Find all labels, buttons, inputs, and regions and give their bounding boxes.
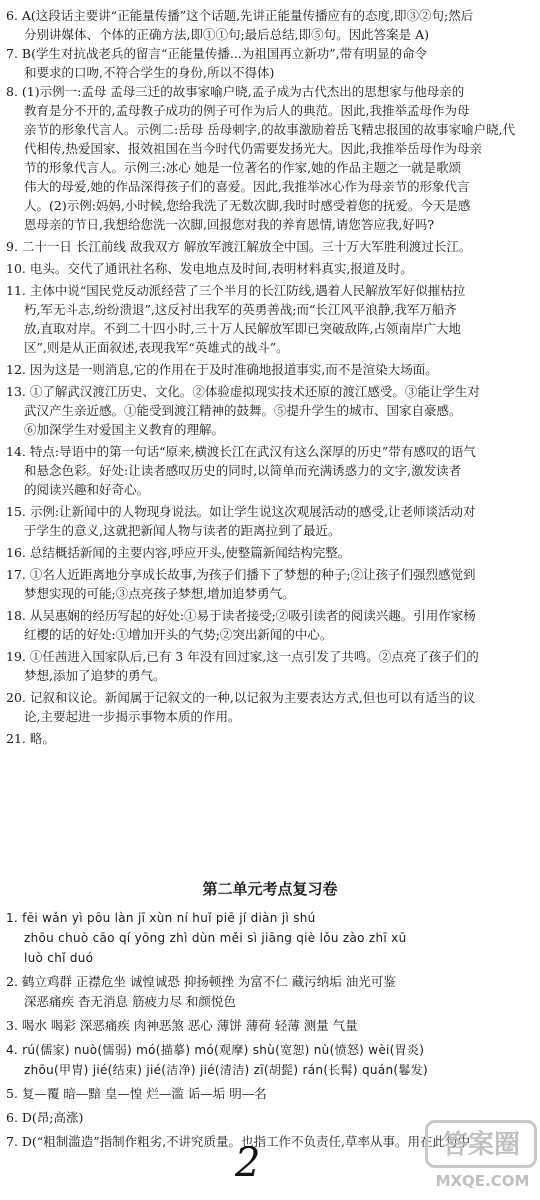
answer-line: 2. 鹤立鸡群 正襟危坐 诚惶诚恐 抑扬顿挫 为富不仁 藏污纳垢 油光可鉴 xyxy=(6,974,396,989)
answer-line: 19. ①任茜进入国家队后,已有 3 年没有回过家,这一点引发了共鸣。②点亮了孩子们的 xyxy=(6,649,479,664)
answer-line: 17. ①名人近距离地分享成长故事,为孩子们播下了梦想的种子;②让孩子们强烈感觉到 xyxy=(6,567,476,582)
answer-line: 10. 电头。交代了通讯社名称、发电地点及时间,表明材料真实,报道及时。 xyxy=(6,261,413,276)
answer-line: zhōu(甲胄) jié(结束) jié(洁净) jié(清洁) zī(胡髭) rán(长髯) quán(鬈发) xyxy=(24,1063,428,1077)
answer-line: 区”,则是从正面叙述,表现我军“英雄式的战斗”。 xyxy=(24,340,289,355)
answer-line: 武汉产生亲近感。①能受到渡江精神的鼓舞。⑤提升学生的城市、国家自豪感。 xyxy=(24,403,462,418)
answer-line: zhōu chuò cāo qí yōng zhì dùn měi sì jiāng qiè lǒu zào zhī xū xyxy=(24,931,407,945)
answer-line: 伟大的母爱,她的作品深得孩子们的喜爱。因此,我推举冰心作为母亲节的形象代言 xyxy=(24,179,470,194)
watermark-url: MXQE.COM xyxy=(435,1172,530,1190)
answer-line: 6. D(昂;高涨) xyxy=(6,1110,84,1125)
answer-line: 梦想,添加了追梦的勇气。 xyxy=(24,668,166,683)
answer-line: 4. rú(儒家) nuò(懦弱) mó(描摹) mó(观摩) shù(宽恕) nù(愤怒) wèi(胃炎) xyxy=(6,1043,425,1057)
answer-line: 代相传,热爱国家、报效祖国在当今时代仍需要发扬光大。因此,我推举岳母作为母亲 xyxy=(24,141,482,156)
answer-line: 亲节的形象代言人。示例二:岳母 岳母刺字,的故事激励着岳飞精忠报国的故事家喻户晓,代 xyxy=(24,122,516,137)
answer-line: 12. 因为这是一则消息,它的作用在于及时准确地报道事实,而不是渲染大场面。 xyxy=(6,362,438,377)
answer-line: ⑥加深学生对爱国主义教育的理解。 xyxy=(24,422,225,437)
answer-line: luò chǐ duó xyxy=(24,951,94,965)
answer-line: 6. A(这段话主要讲“正能量传播”这个话题,先讲正能量传播应有的态度,即③②句;然后 xyxy=(6,8,474,23)
answer-line: 人。(2)示例:妈妈,小时候,您给我洗了无数次脚,我时时感受着您的抚爱。今天是感 xyxy=(24,198,471,213)
answer-line: 的阅读兴趣和好奇心。 xyxy=(24,482,150,497)
answer-line: 16. 总结概括新闻的主要内容,呼应开头,使整篇新闻结构完整。 xyxy=(6,545,351,560)
answer-line: 8. (1)示例一:孟母 孟母三迁的故事家喻户晓,孟子成为古代杰出的思想家与他母亲的 xyxy=(6,84,465,99)
answer-line: 1. fēi wǎn yì pōu làn jī xùn ní huǐ piē jí diàn jì shú xyxy=(6,911,316,925)
answer-line: 21. 略。 xyxy=(6,731,55,746)
answer-line: 教育是分不开的,孟母教子成功的例子可作为后人的典范。因此,我推举孟母作为母 xyxy=(24,103,470,118)
answer-line: 恩母亲的节日,我想给您洗一次脚,回报您对我的养育恩情,请您答应我,好吗? xyxy=(24,217,435,232)
answer-line: 7. D(“粗制滥造”指制作粗劣,不讲究质量。也指工作不负责任,草率从事。用在此句中 xyxy=(6,1134,471,1149)
answer-line: 7. B(学生对抗战老兵的留言“正能量传播...为祖国再立新功”,带有明显的命令 xyxy=(6,46,428,61)
page-number: 2 xyxy=(235,1140,261,1186)
watermark-logo: 答案圈 xyxy=(425,1120,537,1168)
answer-line: 分别讲媒体、个体的正确方法,即①①句;最后总结,即⑤句。因此答案是 A) xyxy=(24,27,430,42)
answer-line: 15. 示例:让新闻中的人物现身说法。如让学生说这次观展活动的感受,让老师谈活动对 xyxy=(6,504,476,519)
answer-line: 放,直取对岸。不到二十四小时,三十万人民解放军即已突破敌阵,占领南岸广大地 xyxy=(24,321,461,336)
answer-line: 20. 记叙和议论。新闻属于记叙文的一种,以记叙为主要表达方式,但也可以有适当的议 xyxy=(6,690,476,705)
answer-line: 朽,军无斗志,纷纷溃退”,这反衬出我军的英勇善战;而“长江风平浪静,我军万船齐 xyxy=(24,302,457,317)
answer-line: 论,主要起进一步揭示事物本质的作用。 xyxy=(24,709,241,724)
answer-line: 节的形象代言人。示例三:冰心 她是一位著名的作家,她的作品主题之一就是歌颂 xyxy=(24,160,462,175)
answer-line: 于学生的意义,这就把新闻人物与读者的距离拉到了最近。 xyxy=(24,523,341,538)
answer-line: 梦想实现的可能;③点亮孩子梦想,增加追梦勇气。 xyxy=(24,586,295,601)
answer-line: 5. 复—覆 暗—黯 皇—惶 烂—滥 诟—垢 明—名 xyxy=(6,1086,267,1101)
answer-line: 3. 喝水 喝彩 深恶痛疾 肉神恶煞 恶心 薄饼 薄荷 轻薄 测量 气量 xyxy=(6,1018,358,1033)
answer-line: 红樱的话的好处:①增加开头的气势;②突出新闻的中心。 xyxy=(24,627,333,642)
answer-line: 深恶痛疾 杳无消息 筋疲力尽 和颜悦色 xyxy=(24,994,236,1009)
section-title: 第二单元考点复习卷 xyxy=(202,880,338,898)
answer-line: 13. ①了解武汉渡江历史、文化。②体验虚拟现实技术还原的渡江感受。③能让学生对 xyxy=(6,384,480,399)
answer-line: 9. 二十一日 长江前线 敌我双方 解放军渡江解放全中国。三十万大军胜利渡过长江。 xyxy=(6,239,472,254)
answer-line: 和要求的口吻,不符合学生的身份,所以不得体) xyxy=(24,65,275,80)
answer-line: 18. 从吴惠娴的经历写起的好处:①易于读者接受;②吸引读者的阅读兴趣。引用作家杨 xyxy=(6,608,476,623)
answer-line: 和悬念色彩。好处:让读者感叹历史的同时,以简单而充满诱惑力的文字,激发读者 xyxy=(24,463,462,478)
answer-line: 14. 特点:导语中的第一句话“原来,横渡长江在武汉有这么深厚的历史”带有感叹的语气 xyxy=(6,444,476,459)
answer-line: 11. 主体中说“国民党反动派经营了三个半月的长江防线,遇着人民解放军好似摧枯拉 xyxy=(6,283,466,298)
